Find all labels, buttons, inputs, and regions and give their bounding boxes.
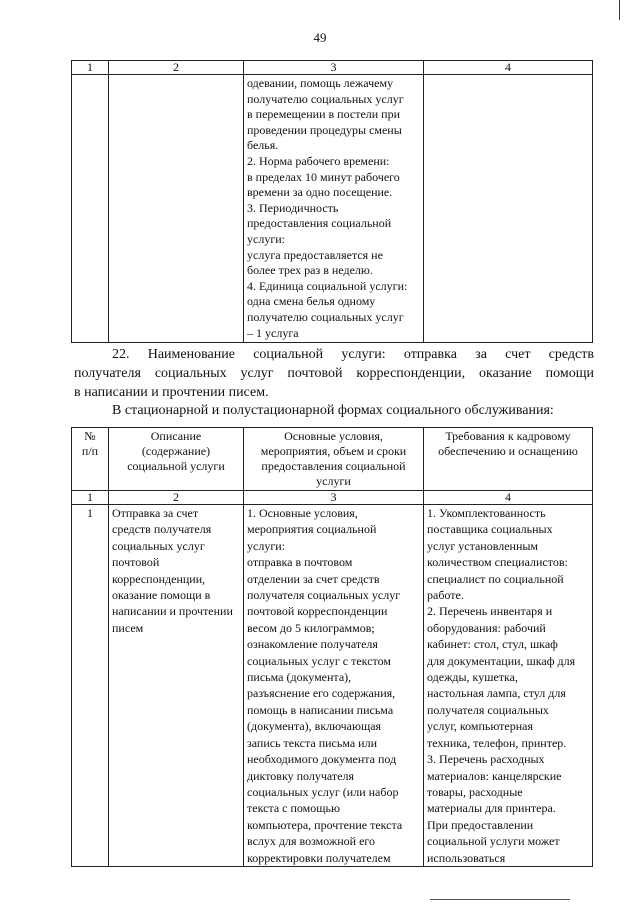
text-line: (документа), включающая bbox=[247, 719, 382, 734]
cell-requirements bbox=[424, 505, 593, 867]
text-line: ознакомление получателя bbox=[247, 637, 378, 652]
text-line: оказание помощи в bbox=[112, 588, 211, 603]
col-number-1: 1 bbox=[72, 61, 109, 75]
header-conditions bbox=[244, 428, 424, 491]
text-line: письма (документа), bbox=[247, 670, 352, 685]
page-number: 49 bbox=[313, 30, 327, 45]
text-line: 2. Норма рабочего времени: bbox=[247, 153, 390, 168]
header-line: п/п bbox=[81, 444, 99, 458]
text-line: работе. bbox=[427, 588, 464, 603]
text-line: 1. Основные условия, bbox=[247, 506, 358, 520]
text-line: Отправка за счет bbox=[112, 506, 199, 520]
text-line: корректировки получателем bbox=[247, 850, 391, 865]
column-number-row bbox=[72, 491, 593, 505]
text-line: услуга предоставляется не bbox=[247, 247, 383, 262]
text-line: более трех раз в неделю. bbox=[247, 263, 373, 278]
col-number-2: 2 bbox=[109, 61, 244, 75]
header-number bbox=[72, 428, 109, 491]
text-line: написании и прочтении bbox=[112, 604, 233, 619]
text-line: помощь в написании письма bbox=[247, 702, 394, 717]
text-line: одевании, помощь лежачему bbox=[247, 76, 394, 90]
text-line: услуги: bbox=[247, 538, 285, 553]
col-number-1: 1 bbox=[72, 491, 109, 505]
text-line: 2. Перечень инвентаря и bbox=[427, 604, 553, 619]
table-row bbox=[72, 505, 593, 867]
paragraph-line: 22. Наименование социальной услуги: отправка за счет средств bbox=[112, 347, 594, 362]
text-line: настольная лампа, стул для bbox=[427, 686, 566, 701]
text-line: услуг, компьютерная bbox=[427, 719, 534, 734]
header-line: № bbox=[84, 429, 96, 443]
text-line: количеством специалистов: bbox=[427, 555, 568, 570]
text-line: 4. Единица социальной услуги: bbox=[247, 278, 408, 293]
col-number-2: 2 bbox=[109, 491, 244, 505]
text-line: весом до 5 килограммов; bbox=[247, 620, 375, 635]
row-number: 1 bbox=[72, 505, 109, 867]
text-line: вслух для возможной его bbox=[247, 834, 376, 849]
header-line: предоставления социальной bbox=[261, 459, 406, 473]
text-line: белья. bbox=[247, 138, 279, 153]
text-line: отправка в почтовом bbox=[247, 555, 353, 570]
text-line: писем bbox=[112, 620, 144, 635]
text-line: почтовой корреспонденции bbox=[247, 604, 388, 619]
text-line: При предоставлении bbox=[427, 817, 534, 832]
text-line: необходимого документа под bbox=[247, 752, 397, 767]
text-line: – 1 услуга bbox=[247, 325, 299, 340]
column-number-row bbox=[72, 61, 593, 75]
text-line: диктовку получателя bbox=[247, 768, 354, 783]
text-line: материалов: канцелярские bbox=[427, 768, 562, 783]
text-line: социальных услуг с текстом bbox=[247, 653, 391, 668]
paragraph-line: в написании и прочтении писем. bbox=[74, 385, 269, 400]
text-line: специалист по социальной bbox=[427, 571, 564, 586]
cell-num bbox=[72, 75, 109, 343]
text-line: корреспонденции, bbox=[112, 571, 206, 586]
text-line: кабинет: стол, стул, шкаф bbox=[427, 637, 558, 652]
text-line: одежды, кушетка, bbox=[427, 670, 518, 685]
bottom-divider bbox=[430, 899, 570, 900]
cell-conditions bbox=[244, 505, 424, 867]
page-edge-mark bbox=[619, 0, 620, 20]
text-line: запись текста письма или bbox=[247, 735, 378, 750]
service-table bbox=[71, 427, 593, 867]
text-line: использоваться bbox=[427, 850, 506, 865]
text-line: для документации, шкаф для bbox=[427, 653, 576, 668]
text-line: материалы для принтера. bbox=[427, 801, 556, 816]
header-line: Описание bbox=[150, 429, 202, 443]
text-line: одна смена белья одному bbox=[247, 294, 376, 309]
table-row bbox=[72, 75, 593, 343]
text-line: почтовой bbox=[112, 555, 160, 570]
header-requirements bbox=[424, 428, 593, 491]
cell-description bbox=[109, 75, 244, 343]
header-description bbox=[109, 428, 244, 491]
service-form-line: В стационарной и полустационарной формах социального обслуживания: bbox=[112, 403, 554, 418]
section-22-paragraph bbox=[74, 345, 594, 402]
text-line: социальной услуги может bbox=[427, 834, 560, 849]
text-line: оборудования: рабочий bbox=[427, 620, 546, 635]
cell-description bbox=[109, 505, 244, 867]
header-line: (содержание) bbox=[141, 444, 211, 458]
header-line: услуги bbox=[316, 474, 351, 488]
header-line: социальной услуги bbox=[127, 459, 225, 473]
text-line: разъяснение его содержания, bbox=[247, 686, 396, 701]
text-line: 3. Периодичность bbox=[247, 200, 339, 215]
text-line: получателя социальных bbox=[427, 702, 549, 717]
col-number-3: 3 bbox=[244, 491, 424, 505]
text-line: 3. Перечень расходных bbox=[427, 752, 545, 767]
text-line: социальных услуг bbox=[112, 538, 205, 553]
text-line: поставщика социальных bbox=[427, 522, 553, 537]
paragraph-line: получателя социальных услуг почтовой корреспонденции, оказание помощи bbox=[74, 366, 594, 381]
text-line: предоставления социальной bbox=[247, 216, 392, 231]
header-line: Основные условия, bbox=[284, 429, 383, 443]
col-number-4: 4 bbox=[424, 61, 593, 75]
text-line: техника, телефон, принтер. bbox=[427, 735, 567, 750]
text-line: средств получателя bbox=[112, 522, 212, 537]
col-number-4: 4 bbox=[424, 491, 593, 505]
cell-requirements bbox=[424, 75, 593, 343]
text-line: проведении процедуры смены bbox=[247, 122, 402, 137]
text-line: в перемещении в постели при bbox=[247, 107, 401, 122]
text-line: текста с помощью bbox=[247, 801, 340, 816]
text-line: товары, расходные bbox=[427, 784, 523, 799]
text-line: услуги: bbox=[247, 231, 285, 246]
header-line: Требования к кадровому bbox=[445, 429, 571, 443]
text-line: получателю социальных услуг bbox=[247, 309, 404, 324]
header-line: обеспечению и оснащению bbox=[438, 444, 578, 458]
continuation-table bbox=[71, 60, 593, 343]
text-line: в пределах 10 минут рабочего bbox=[247, 169, 400, 184]
text-line: получателя социальных услуг bbox=[247, 588, 401, 603]
text-line: услуг установленным bbox=[427, 538, 539, 553]
text-line: мероприятия социальной bbox=[247, 522, 377, 537]
text-line: компьютера, прочтение текста bbox=[247, 817, 403, 832]
text-line: получателю социальных услуг bbox=[247, 91, 404, 106]
text-line: социальных услуг (или набор bbox=[247, 784, 399, 799]
header-line: мероприятия, объем и сроки bbox=[260, 444, 407, 458]
cell-conditions bbox=[244, 75, 424, 343]
text-line: отделении за счет средств bbox=[247, 571, 380, 586]
header-row bbox=[72, 428, 593, 491]
text-line: времени за одно посещение. bbox=[247, 185, 393, 200]
text-line: 1. Укомплектованность bbox=[427, 506, 546, 520]
col-number-3: 3 bbox=[244, 61, 424, 75]
